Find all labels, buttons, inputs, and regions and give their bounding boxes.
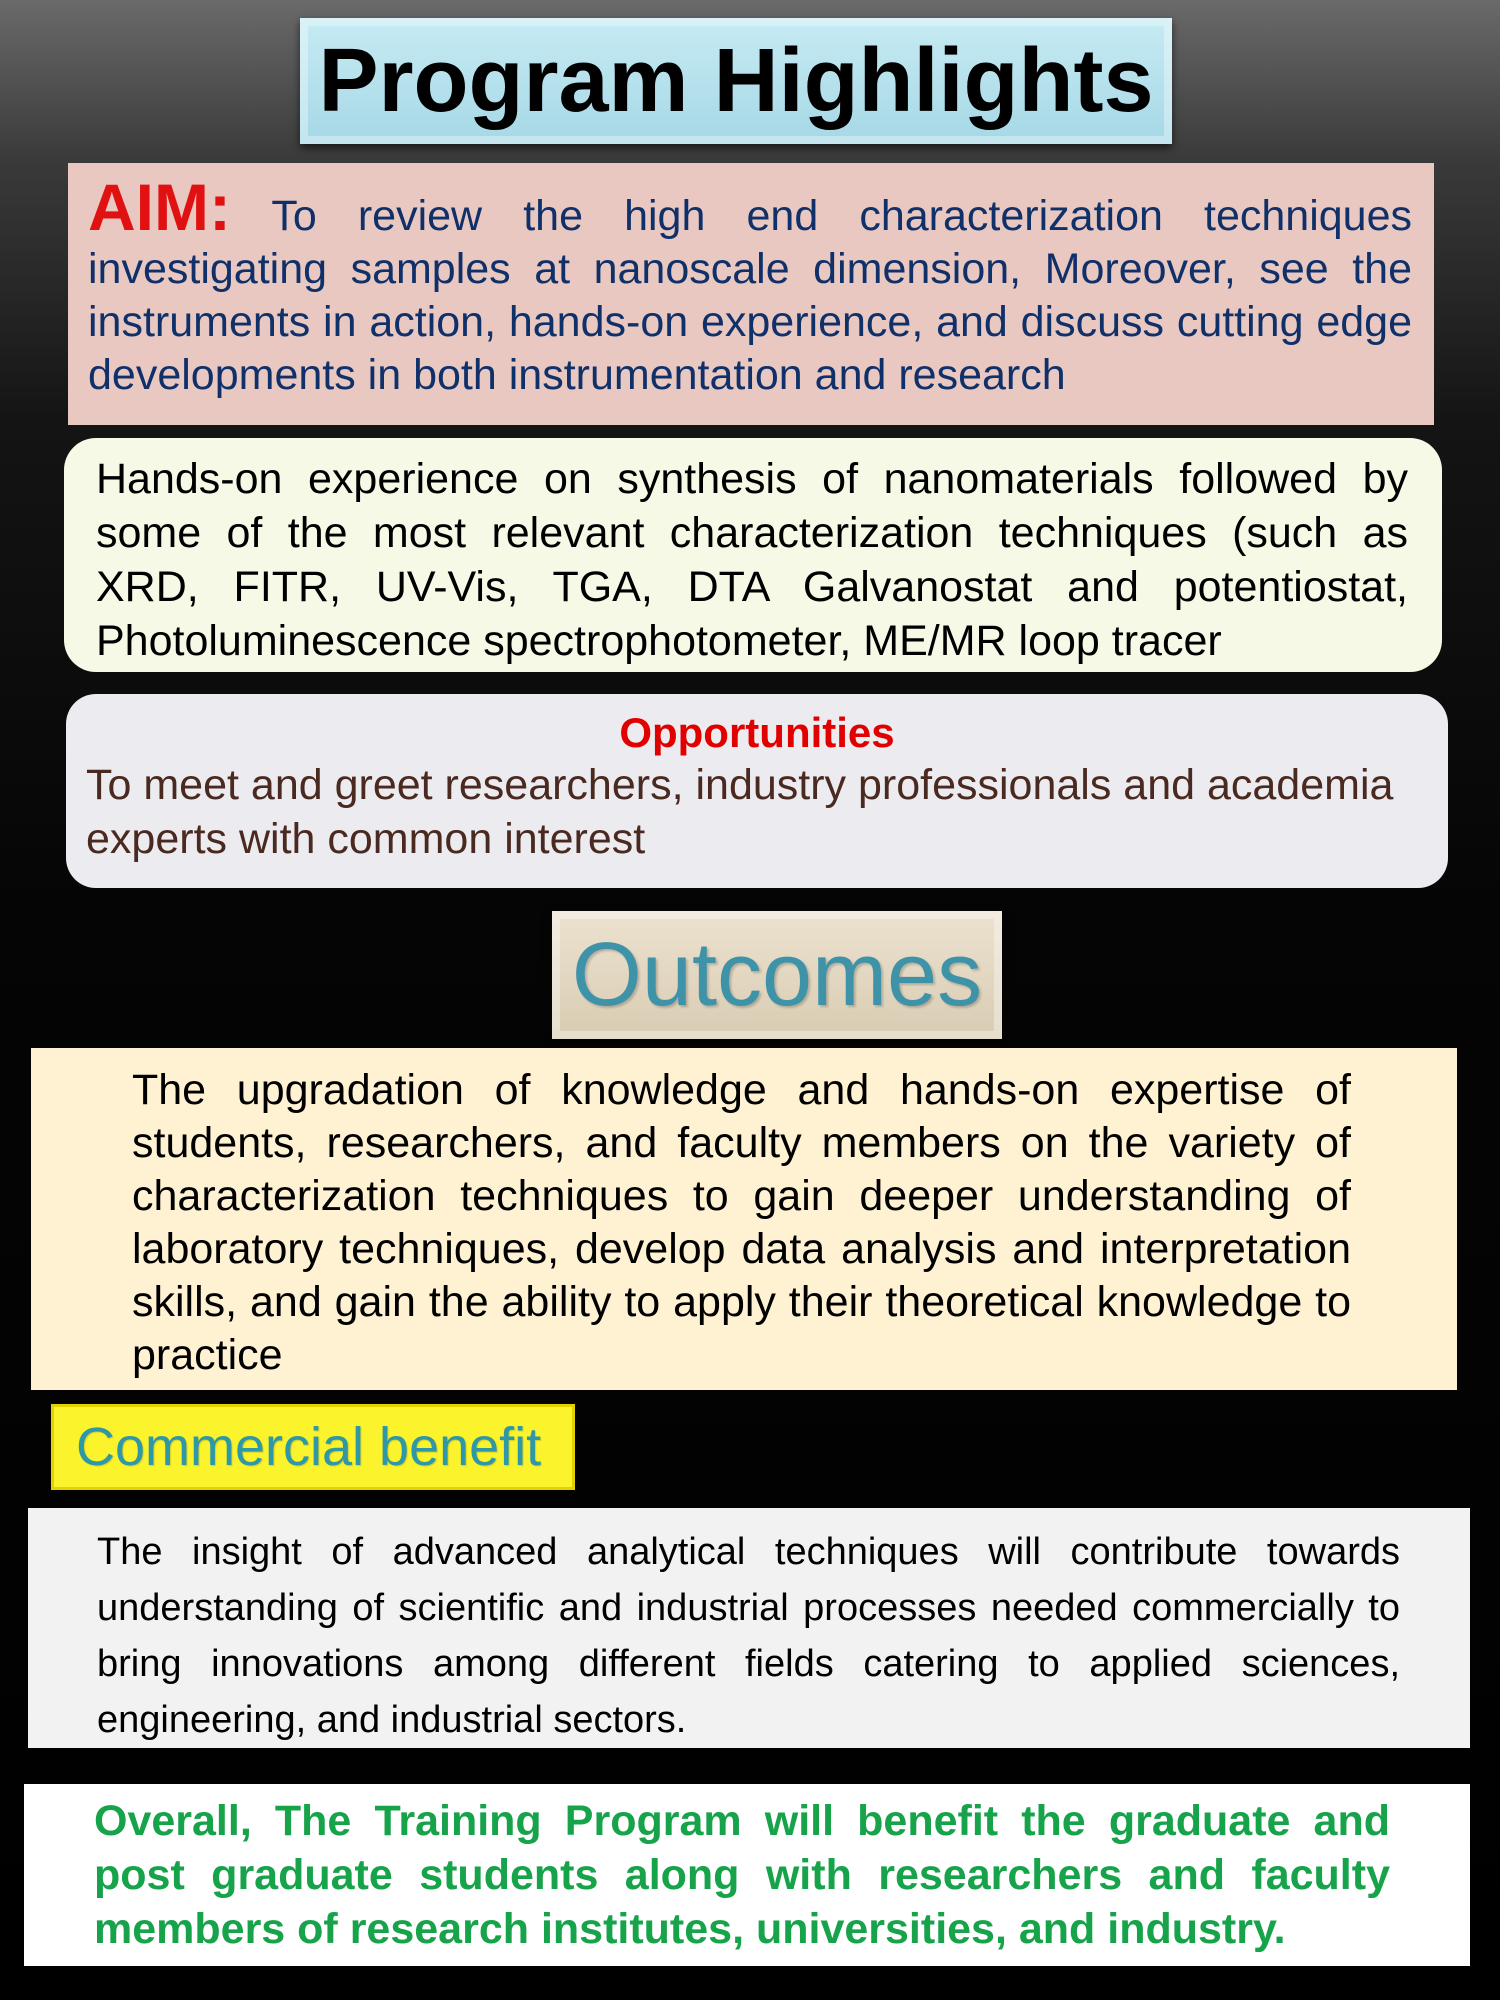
opportunities-title: Opportunities — [619, 709, 895, 756]
commercial-banner — [51, 1404, 575, 1490]
page-title: Program Highlights — [318, 31, 1154, 131]
opportunities-section — [66, 694, 1448, 888]
overall-section — [24, 1784, 1470, 1966]
hands-on-section — [64, 438, 1442, 672]
commercial-text: The insight of advanced analytical techniques will contribute towards understanding of scientific and industrial processes needed commercially to bring innovations among different fields catering to applied sciences, engineering, and industrial sectors. — [97, 1531, 1400, 1741]
opportunities-text: To meet and greet researchers, industry professionals and academia experts with common interest — [86, 761, 1394, 863]
outcomes-title: Outcomes — [571, 925, 983, 1025]
outcomes-text: The upgradation of knowledge and hands-on expertise of students, researchers, and faculty members on the variety of characterization techniques to gain deeper understanding of laboratory techniques, develop data analysis and interpretation skills, and gain the ability to apply their theoretical knowledge to practice — [132, 1066, 1351, 1379]
outcomes-banner — [552, 911, 1002, 1039]
hands-on-text: Hands-on experience on synthesis of nanomaterials followed by some of the most relevant characterization techniques (such as XRD, FITR, UV-Vis, TGA, DTA Galvanostat and potentiostat, Photoluminescence spectrophotometer, ME/MR loop tracer — [96, 455, 1408, 665]
title-banner — [300, 18, 1172, 144]
commercial-title: Commercial benefit — [76, 1417, 542, 1477]
aim-label: AIM: — [88, 170, 231, 244]
commercial-section — [28, 1508, 1470, 1748]
aim-text: To review the high end characterization techniques investigating samples at nanoscale dimension, Moreover, see the instruments in action, hands-on experience, and discuss cutting edge developments in both instrumentation and research — [88, 192, 1412, 399]
overall-text: Overall, The Training Program will benefit the graduate and post graduate students along with researchers and faculty members of research institutes, universities, and industry. — [94, 1797, 1390, 1953]
aim-section — [68, 163, 1434, 425]
outcomes-section — [31, 1048, 1457, 1390]
